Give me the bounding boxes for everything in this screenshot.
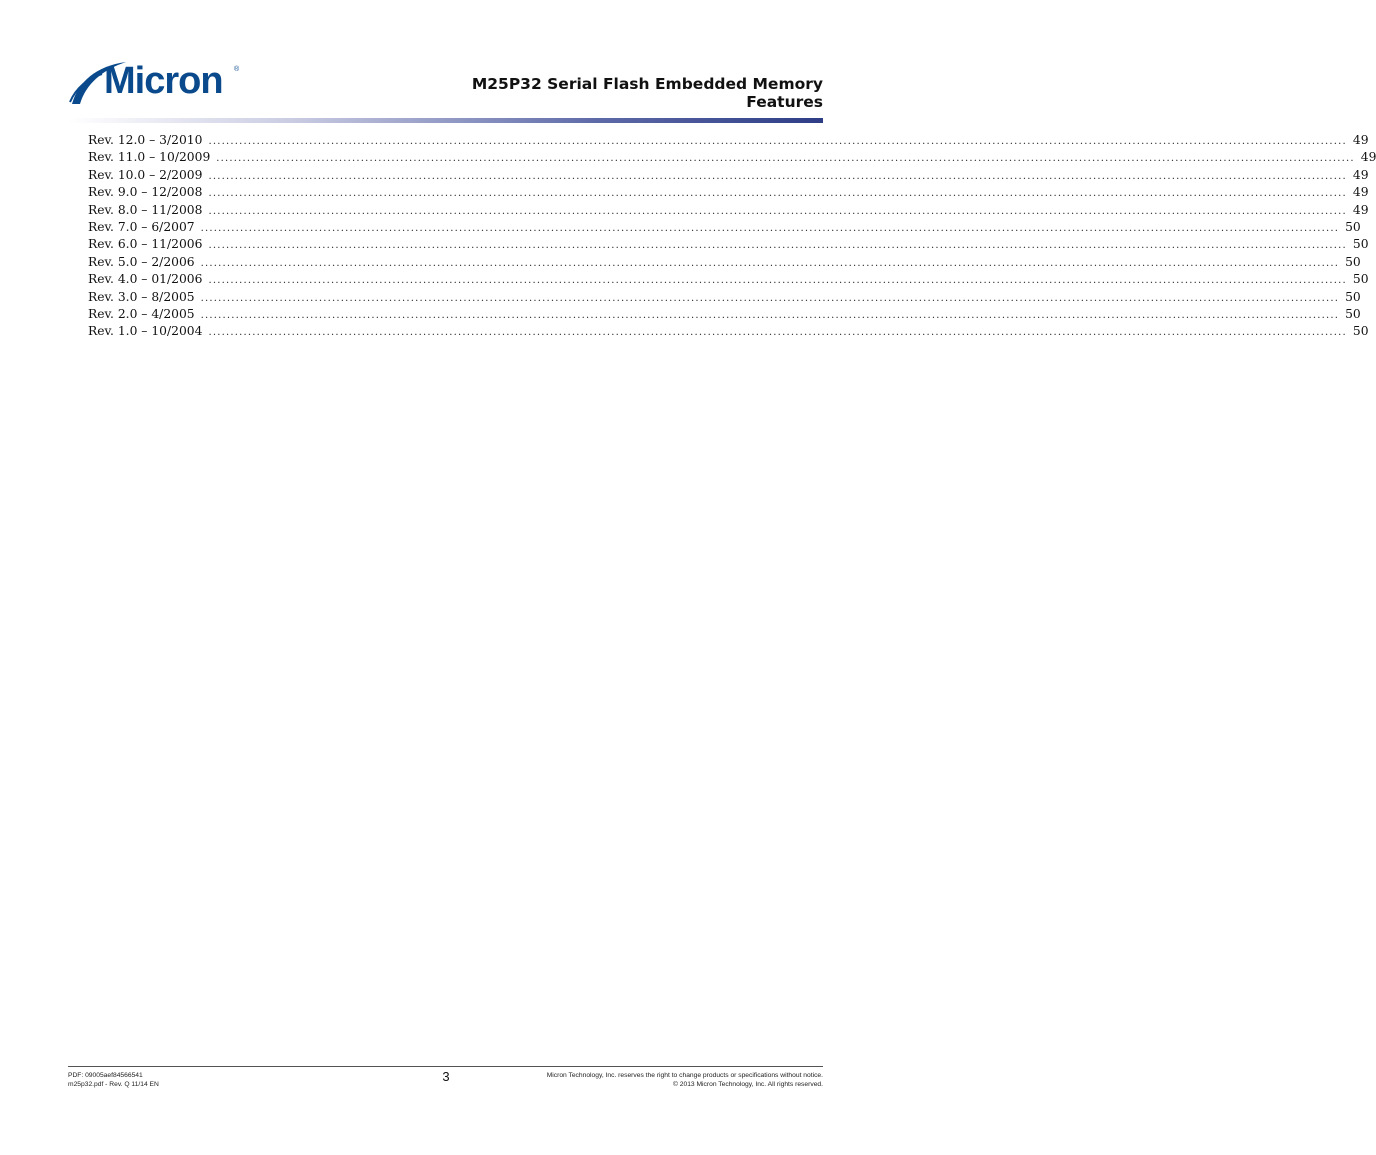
toc-entry[interactable]	[88, 150, 1376, 167]
toc-entry-page: 50	[1352, 237, 1369, 252]
toc-dot-leader: ....................................................................................................................................................................................................................................................................	[200, 292, 1340, 304]
toc-dot-leader: ....................................................................................................................................................................................................................................................................	[200, 257, 1340, 269]
toc-entry[interactable]	[88, 254, 1361, 272]
toc-entry-page: 50	[1352, 324, 1369, 339]
registered-mark: ®	[234, 66, 240, 73]
toc-entry-label: Rev. 10.0 – 2/2009	[88, 167, 203, 182]
footer-divider	[68, 1066, 823, 1067]
toc-entry-label: Rev. 5.0 – 2/2006	[88, 254, 195, 269]
toc-dot-leader: ....................................................................................................................................................................................................................................................................	[208, 240, 1347, 252]
toc-entry-label: Rev. 12.0 – 3/2010	[88, 133, 203, 147]
toc-entry-page: 50	[1345, 306, 1361, 321]
toc-entry-page: 49	[1352, 167, 1369, 182]
header-divider	[68, 118, 823, 123]
toc-entry-page: 50	[1352, 272, 1369, 287]
toc-dot-leader: ....................................................................................................................................................................................................................................................................	[208, 136, 1347, 147]
toc-entry-label: Rev. 11.0 – 10/2009	[88, 150, 211, 165]
toc-entry-label: Rev. 1.0 – 10/2004	[88, 324, 203, 339]
toc-entry[interactable]	[88, 272, 1369, 289]
toc-dot-leader: ....................................................................................................................................................................................................................................................................	[200, 309, 1340, 321]
title-line-2: Features	[746, 93, 823, 111]
toc-entry[interactable]	[88, 324, 1369, 341]
toc-entry-label: Rev. 3.0 – 8/2005	[88, 289, 195, 304]
toc-entry-page: 50	[1345, 219, 1361, 234]
footer-document-info	[68, 1072, 159, 1089]
toc-entry-page: 50	[1345, 289, 1361, 304]
footer-pdf-id: PDF: 09005aef84566541	[68, 1072, 143, 1079]
toc-entry[interactable]	[88, 289, 1361, 307]
toc-dot-leader: ....................................................................................................................................................................................................................................................................	[216, 153, 1355, 165]
document-title	[472, 75, 823, 111]
toc-dot-leader: ....................................................................................................................................................................................................................................................................	[208, 275, 1347, 287]
toc-entry-label: Rev. 9.0 – 12/2008	[88, 185, 203, 200]
toc-entry-page: 49	[1352, 202, 1369, 217]
toc-dot-leader: ....................................................................................................................................................................................................................................................................	[208, 327, 1347, 339]
toc-entry-page: 50	[1345, 254, 1361, 269]
toc-entry[interactable]	[88, 167, 1369, 185]
footer-notice-line-1: Micron Technology, Inc. reserves the right to change products or specifications without notice.	[546, 1072, 823, 1079]
toc-dot-leader: ....................................................................................................................................................................................................................................................................	[200, 222, 1340, 234]
toc-entry[interactable]	[88, 306, 1361, 324]
footer-notice-line-2: © 2013 Micron Technology, Inc. All rights reserved.	[672, 1080, 823, 1088]
toc-entry[interactable]	[88, 237, 1369, 254]
micron-logo	[68, 58, 243, 110]
toc-entry-label: Rev. 7.0 – 6/2007	[88, 219, 195, 234]
toc-entry[interactable]	[88, 219, 1361, 237]
footer-legal-notice	[547, 1072, 823, 1089]
toc-entry-label: Rev. 8.0 – 11/2008	[88, 202, 203, 217]
page-number: 3	[442, 1069, 450, 1084]
toc-entry[interactable]	[88, 202, 1369, 220]
toc-entry-label: Rev. 6.0 – 11/2006	[88, 237, 203, 252]
toc-entry-page: 49	[1352, 185, 1369, 200]
footer-file-info: m25p32.pdf - Rev. Q 11/14 EN	[68, 1080, 159, 1088]
toc-entry-label: Rev. 4.0 – 01/2006	[88, 272, 203, 287]
toc-dot-leader: ....................................................................................................................................................................................................................................................................	[208, 205, 1347, 217]
toc-entry-page: 49	[1360, 150, 1376, 165]
toc-entry-page: 49	[1352, 133, 1369, 147]
toc-dot-leader: ....................................................................................................................................................................................................................................................................	[208, 188, 1347, 200]
table-of-contents	[88, 133, 1376, 342]
toc-dot-leader: ....................................................................................................................................................................................................................................................................	[208, 170, 1347, 182]
logo-wordmark: Micron	[104, 60, 223, 102]
toc-entry[interactable]	[88, 133, 1369, 150]
toc-entry[interactable]	[88, 185, 1369, 202]
toc-entry-label: Rev. 2.0 – 4/2005	[88, 306, 195, 321]
title-line-1: M25P32 Serial Flash Embedded Memory	[471, 75, 823, 93]
